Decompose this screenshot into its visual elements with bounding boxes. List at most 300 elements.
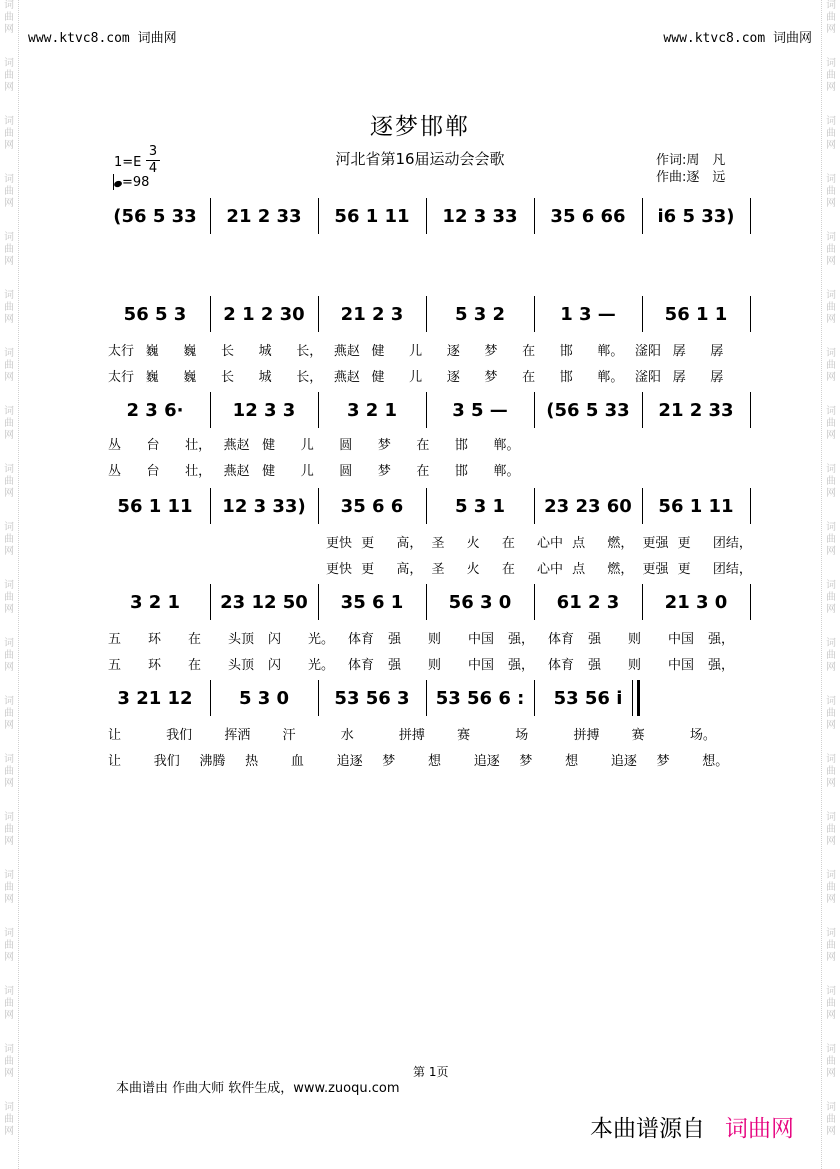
lyric-word: 梦 — [377, 438, 391, 453]
generated-note: 本曲谱由 作曲大师 软件生成，www.zuoqu.com — [116, 1081, 400, 1096]
lyric-word: 五 — [108, 658, 122, 673]
measure: (56 5 33 — [113, 205, 197, 227]
lyric-word: 点 — [572, 536, 586, 551]
lyric-word: 圆 — [339, 464, 353, 479]
staff-row — [100, 198, 760, 236]
watermark-group — [4, 174, 14, 210]
watermark-char: 曲 — [4, 476, 14, 487]
lyric-word: 梦 — [484, 344, 498, 359]
watermark-char: 网 — [826, 140, 836, 151]
watermark-char: 词 — [4, 580, 14, 591]
lyric-word: 邯 — [559, 370, 573, 385]
lyric-word: 孱 — [672, 370, 686, 385]
watermark-char: 网 — [4, 604, 14, 615]
lyric-word: 邯 — [454, 438, 468, 453]
watermark-char: 曲 — [4, 534, 14, 545]
lyric-word: 赛 — [457, 728, 471, 743]
lyric-word: 孱 — [710, 370, 724, 385]
site-url-right[interactable]: www.ktvc8.com 词曲网 — [663, 31, 812, 46]
watermark-group — [826, 0, 836, 36]
staff-row — [100, 488, 760, 526]
lyric-line — [100, 460, 760, 478]
watermark-group — [4, 580, 14, 616]
lyric-word: 孱 — [710, 344, 724, 359]
barline — [534, 296, 535, 332]
lyric-word: 团结， — [712, 536, 752, 551]
watermark-char: 词 — [4, 638, 14, 649]
lyric-word: 想 — [565, 754, 579, 769]
lyric-word: 心中 — [537, 536, 564, 551]
watermark-char: 词 — [4, 696, 14, 707]
lyric-word: 则 — [428, 658, 442, 673]
lyric-word: 台 — [146, 438, 160, 453]
barline — [534, 584, 535, 620]
lyric-word: 滏阳 — [635, 370, 662, 385]
barline — [750, 296, 751, 332]
watermark-char: 网 — [826, 894, 836, 905]
barline — [426, 198, 427, 234]
lyric-word: 在 — [188, 658, 202, 673]
lyric-line — [100, 532, 760, 550]
barline — [210, 296, 211, 332]
staff-row — [100, 584, 760, 622]
barline — [318, 296, 319, 332]
lyric-word: 在 — [522, 370, 536, 385]
lyric-word: 长 — [220, 344, 234, 359]
watermark-group — [826, 348, 836, 384]
lyric-word: 则 — [428, 632, 442, 647]
lyric-word: 环 — [148, 658, 162, 673]
lyric-word: 光。 — [308, 658, 335, 673]
lyric-word: 孱 — [672, 344, 686, 359]
watermark-char: 网 — [826, 546, 836, 557]
barline — [318, 198, 319, 234]
lyricist: 作词:周 凡 — [656, 153, 726, 168]
lyric-word: 太行 — [108, 370, 135, 385]
lyric-word: 更 — [361, 562, 375, 577]
watermark-group — [4, 0, 14, 36]
lyric-word: 水 — [340, 728, 354, 743]
lyric-word: 太行 — [108, 344, 135, 359]
watermark-group — [4, 812, 14, 848]
measure: 56 1 11 — [334, 205, 410, 227]
lyric-word: 更 — [361, 536, 375, 551]
lyric-word: 郸。 — [597, 344, 624, 359]
lyric-word: 健 — [262, 464, 276, 479]
lyric-word: 健 — [262, 438, 276, 453]
lyric-word: 汗 — [282, 728, 296, 743]
song-subtitle: 河北省第16届运动会会歌 — [335, 150, 505, 168]
measure: 35 6 6 — [340, 495, 404, 517]
lyric-word: 强， — [708, 658, 735, 673]
lyric-word: 想 — [428, 754, 442, 769]
lyric-word: 在 — [522, 344, 536, 359]
watermark-char: 词 — [826, 174, 836, 185]
lyric-word: 长， — [296, 370, 323, 385]
watermark-char: 网 — [826, 952, 836, 963]
lyric-word: 燃， — [607, 536, 634, 551]
lyric-word: 中国 — [668, 632, 695, 647]
lyric-line — [100, 724, 760, 742]
watermark-group — [826, 986, 836, 1022]
lyric-word: 中国 — [468, 632, 495, 647]
lyric-word: 圆 — [339, 438, 353, 453]
lyric-word: 邯 — [454, 464, 468, 479]
barline — [642, 488, 643, 524]
watermark-char: 网 — [826, 314, 836, 325]
watermark-group — [4, 348, 14, 384]
lyric-line — [100, 654, 760, 672]
measure: 5 3 2 — [454, 303, 506, 325]
lyric-word: 火 — [466, 536, 480, 551]
watermark-char: 曲 — [826, 1056, 836, 1067]
watermark-char: 词 — [4, 870, 14, 881]
lyric-word: 火 — [466, 562, 480, 577]
lyric-word: 更快 — [326, 562, 353, 577]
lyric-word: 中国 — [668, 658, 695, 673]
measure: 3 5 — — [452, 399, 508, 421]
watermark-char: 曲 — [826, 824, 836, 835]
key-signature: 1=E — [114, 155, 142, 170]
lyric-word: 血 — [290, 754, 304, 769]
watermark-char: 词 — [4, 928, 14, 939]
lyric-word: 郸。 — [493, 438, 520, 453]
watermark-char: 曲 — [4, 1114, 14, 1125]
lyric-word: 追逐 — [473, 754, 500, 769]
lyric-word: 体育 — [348, 658, 375, 673]
lyric-word: 巍 — [183, 344, 197, 359]
lyric-word: 强 — [388, 658, 402, 673]
lyric-word: 儿 — [409, 344, 423, 359]
watermark-group — [4, 1044, 14, 1080]
watermark-char: 曲 — [4, 592, 14, 603]
barline — [426, 680, 427, 716]
watermark-char: 曲 — [826, 1114, 836, 1125]
watermark-char: 网 — [4, 836, 14, 847]
watermark-char: 曲 — [4, 1056, 14, 1067]
watermark-char: 网 — [4, 82, 14, 93]
watermark-char: 曲 — [826, 940, 836, 951]
lyric-word: 想。 — [702, 754, 729, 769]
source-label: 本曲谱源自 — [590, 1116, 705, 1142]
tempo-marking — [114, 174, 149, 190]
watermark-group — [4, 406, 14, 442]
watermark-group — [4, 464, 14, 500]
lyric-word: 梦 — [484, 370, 498, 385]
lyric-word: 长， — [296, 344, 323, 359]
watermark-char: 词 — [826, 290, 836, 301]
measure: 35 6 66 — [550, 205, 626, 227]
watermark-group — [826, 406, 836, 442]
barline — [534, 488, 535, 524]
watermark-char: 曲 — [826, 592, 836, 603]
barline — [210, 392, 211, 428]
watermark-char: 曲 — [826, 708, 836, 719]
watermark-char: 词 — [826, 232, 836, 243]
watermark-group — [826, 58, 836, 94]
barline — [750, 198, 751, 234]
watermark-group — [826, 464, 836, 500]
time-signature — [146, 144, 160, 177]
composer: 作曲:逐 远 — [656, 170, 726, 185]
lyric-word: 梦 — [656, 754, 670, 769]
watermark-char: 曲 — [826, 418, 836, 429]
watermark-char: 曲 — [826, 998, 836, 1009]
lyric-word: 燕赵 — [223, 438, 250, 453]
barline — [750, 392, 751, 428]
measure: 2 3 6· — [126, 399, 184, 421]
measure: 61 2 3 — [556, 591, 620, 613]
watermark-char: 网 — [826, 488, 836, 499]
measure: 23 23 60 — [544, 495, 632, 517]
watermark-char: 词 — [4, 232, 14, 243]
watermark-char: 词 — [826, 754, 836, 765]
lyric-line — [100, 628, 760, 646]
watermark-char: 网 — [826, 836, 836, 847]
watermark-char: 网 — [4, 662, 14, 673]
lyric-word: 健 — [371, 370, 385, 385]
watermark-group — [826, 696, 836, 732]
song-title: 逐梦邯郸 — [370, 114, 470, 140]
watermark-char: 网 — [4, 140, 14, 151]
watermark-char: 词 — [826, 348, 836, 359]
watermark-char: 网 — [826, 24, 836, 35]
watermark-char: 曲 — [4, 766, 14, 777]
lyric-word: 在 — [501, 562, 515, 577]
barline — [210, 198, 211, 234]
barline — [750, 584, 751, 620]
watermark-char: 网 — [826, 662, 836, 673]
lyric-word: 邯 — [559, 344, 573, 359]
watermark-char: 曲 — [826, 12, 836, 23]
lyric-word: 五 — [108, 632, 122, 647]
measure: 23 12 50 — [220, 591, 308, 613]
watermark-char: 词 — [826, 406, 836, 417]
page-number: 第 1页 — [413, 1065, 449, 1079]
lyric-word: 梦 — [377, 464, 391, 479]
lyric-word: 让 — [108, 728, 122, 743]
watermark-char: 词 — [4, 1102, 14, 1113]
watermark-group — [4, 58, 14, 94]
lyric-word: 在 — [188, 632, 202, 647]
lyric-word: 巍 — [183, 370, 197, 385]
watermark-char: 网 — [4, 488, 14, 499]
watermark-char: 网 — [4, 256, 14, 267]
lyric-word: 更 — [677, 536, 691, 551]
lyric-word: 头顶 — [228, 658, 255, 673]
watermark-char: 曲 — [4, 128, 14, 139]
barline — [642, 584, 643, 620]
lyric-word: 燕赵 — [333, 370, 360, 385]
watermark-char: 词 — [826, 812, 836, 823]
lyric-word: 拼搏 — [398, 728, 425, 743]
watermark-char: 网 — [826, 1010, 836, 1021]
lyric-word: 闪 — [268, 632, 282, 647]
lyric-word: 逐 — [446, 344, 460, 359]
source-brand[interactable]: 词曲网 — [725, 1116, 794, 1142]
watermark-char: 词 — [4, 290, 14, 301]
credits — [656, 152, 725, 186]
lyric-word: 体育 — [548, 632, 575, 647]
lyric-word: 热 — [245, 754, 259, 769]
lyric-word: 心中 — [537, 562, 564, 577]
lyric-line — [100, 434, 760, 452]
measure: 53 56 3 — [334, 687, 410, 709]
watermark-char: 网 — [4, 1010, 14, 1021]
lyric-word: 儿 — [300, 464, 314, 479]
lyric-word: 儿 — [409, 370, 423, 385]
lyric-word: 巍 — [145, 344, 159, 359]
lyric-word: 沸腾 — [199, 754, 226, 769]
watermark-char: 网 — [4, 24, 14, 35]
watermark-char: 曲 — [4, 824, 14, 835]
left-watermark-strip — [0, 0, 19, 1169]
lyric-word: 赛 — [631, 728, 645, 743]
source-credit — [590, 1110, 794, 1143]
watermark-char: 词 — [4, 812, 14, 823]
lyric-word: 燃， — [607, 562, 634, 577]
barline — [642, 392, 643, 428]
watermark-char: 曲 — [4, 708, 14, 719]
measure: 12 3 33 — [442, 205, 518, 227]
lyric-word: 长 — [220, 370, 234, 385]
lyric-line — [100, 750, 760, 768]
lyric-word: 梦 — [382, 754, 396, 769]
watermark-group — [4, 290, 14, 326]
lyric-word: 团结， — [712, 562, 752, 577]
watermark-char: 曲 — [826, 650, 836, 661]
watermark-group — [4, 696, 14, 732]
lyric-word: 场 — [515, 728, 529, 743]
lyric-word: 郸。 — [493, 464, 520, 479]
lyric-word: 追逐 — [336, 754, 363, 769]
watermark-char: 曲 — [4, 186, 14, 197]
watermark-char: 词 — [826, 580, 836, 591]
lyric-word: 我们 — [153, 754, 180, 769]
watermark-char: 词 — [4, 986, 14, 997]
watermark-group — [826, 870, 836, 906]
watermark-char: 词 — [826, 986, 836, 997]
measure: 21 2 33 — [658, 399, 734, 421]
watermark-char: 网 — [4, 778, 14, 789]
lyric-word: 燕赵 — [223, 464, 250, 479]
measure: 12 3 33) — [222, 495, 306, 517]
watermark-char: 网 — [4, 1126, 14, 1137]
lyric-word: 场。 — [689, 728, 716, 743]
barline — [534, 392, 535, 428]
lyric-word: 壮， — [185, 438, 212, 453]
watermark-char: 网 — [4, 952, 14, 963]
staff-row — [100, 680, 760, 718]
watermark-group — [4, 986, 14, 1022]
lyric-word: 更快 — [326, 536, 353, 551]
lyric-word: 在 — [416, 438, 430, 453]
watermark-char: 网 — [826, 198, 836, 209]
watermark-char: 词 — [4, 522, 14, 533]
tempo-value: =98 — [122, 175, 150, 190]
lyric-word: 城 — [258, 370, 272, 385]
watermark-char: 网 — [826, 720, 836, 731]
watermark-char: 网 — [4, 198, 14, 209]
watermark-char: 词 — [826, 870, 836, 881]
watermark-char: 网 — [826, 256, 836, 267]
watermark-group — [826, 638, 836, 674]
watermark-char: 曲 — [4, 418, 14, 429]
lyric-word: 强， — [508, 632, 535, 647]
watermark-char: 曲 — [4, 12, 14, 23]
watermark-group — [826, 580, 836, 616]
time-signature-bottom: 4 — [146, 160, 160, 177]
watermark-char: 曲 — [4, 998, 14, 1009]
watermark-group — [4, 638, 14, 674]
barline — [642, 198, 643, 234]
watermark-char: 词 — [826, 522, 836, 533]
lyric-line — [100, 340, 760, 358]
barline — [318, 584, 319, 620]
watermark-char: 曲 — [826, 360, 836, 371]
measure: 56 1 1 — [664, 303, 728, 325]
watermark-group — [826, 812, 836, 848]
lyric-word: 拼搏 — [573, 728, 600, 743]
watermark-char: 词 — [826, 58, 836, 69]
measure: 56 5 3 — [123, 303, 187, 325]
measure: 5 3 1 — [454, 495, 506, 517]
watermark-char: 曲 — [4, 302, 14, 313]
lyric-word: 我们 — [166, 728, 193, 743]
staff-row — [100, 392, 760, 430]
watermark-char: 曲 — [826, 766, 836, 777]
staff-row — [100, 296, 760, 334]
watermark-group — [826, 290, 836, 326]
watermark-group — [826, 232, 836, 268]
lyric-word: 壮， — [185, 464, 212, 479]
watermark-group — [826, 522, 836, 558]
right-watermark-strip — [821, 0, 840, 1169]
measure: 53 56 i — [553, 687, 623, 709]
lyric-word: 台 — [146, 464, 160, 479]
watermark-char: 词 — [826, 116, 836, 127]
lyric-word: 健 — [371, 344, 385, 359]
watermark-char: 曲 — [826, 244, 836, 255]
measure: 53 56 6 : — [435, 687, 525, 709]
lyric-word: 圣 — [431, 536, 445, 551]
barline — [318, 392, 319, 428]
measure: 35 6 1 — [340, 591, 404, 613]
lyric-word: 强， — [708, 632, 735, 647]
site-url-left[interactable]: www.ktvc8.com 词曲网 — [28, 31, 177, 46]
watermark-char: 网 — [826, 430, 836, 441]
lyric-word: 更强 — [642, 536, 669, 551]
measure: 56 1 11 — [658, 495, 734, 517]
lyric-word: 点 — [572, 562, 586, 577]
lyric-word: 儿 — [300, 438, 314, 453]
watermark-char: 网 — [826, 82, 836, 93]
barline — [210, 584, 211, 620]
watermark-char: 曲 — [4, 650, 14, 661]
lyric-word: 强 — [588, 658, 602, 673]
watermark-group — [4, 928, 14, 964]
measure: 21 3 0 — [664, 591, 728, 613]
barline — [210, 488, 211, 524]
lyric-word: 环 — [148, 632, 162, 647]
watermark-group — [4, 754, 14, 790]
watermark-char: 曲 — [826, 128, 836, 139]
lyric-line — [100, 558, 760, 576]
watermark-char: 网 — [4, 314, 14, 325]
watermark-char: 词 — [826, 464, 836, 475]
watermark-char: 词 — [826, 1102, 836, 1113]
final-barline — [632, 680, 640, 716]
